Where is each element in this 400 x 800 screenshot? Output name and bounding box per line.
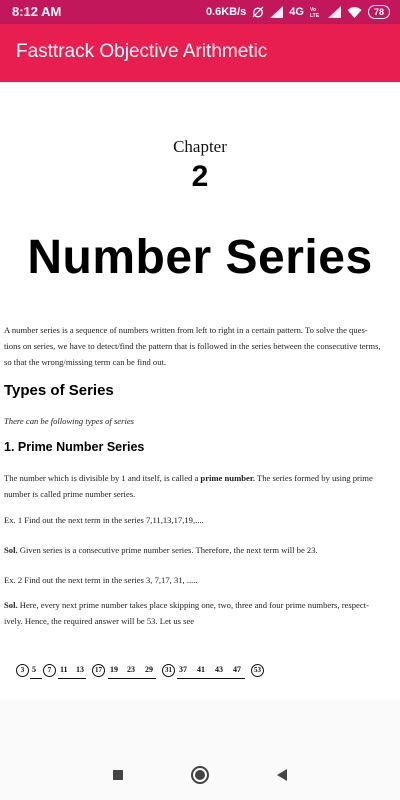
seq-term: 47 <box>233 665 241 674</box>
sol-1-label: Sol. <box>4 545 18 555</box>
wifi-icon <box>347 6 362 18</box>
document-page[interactable] <box>0 82 400 700</box>
signal-icon-2 <box>328 6 341 18</box>
seq-term: 13 <box>76 665 84 674</box>
sol-2-line-2: ively. Hence, the required answer will be 53. Let us see <box>4 616 195 626</box>
prime-def-part-2: The series formed by using prime <box>255 473 373 483</box>
app-title: Fasttrack Objective Arithmetic <box>16 41 268 62</box>
types-heading: Types of Series <box>4 382 114 399</box>
back-triangle-icon[interactable] <box>270 763 294 787</box>
seq-term-circled: 53 <box>251 664 264 677</box>
prime-heading: 1. Prime Number Series <box>4 440 145 454</box>
seq-term-circled: 7 <box>43 664 56 677</box>
volte-icon <box>310 6 322 18</box>
recents-square-icon[interactable] <box>106 763 130 787</box>
seq-term: 11 <box>60 665 68 674</box>
seq-term: 43 <box>215 665 223 674</box>
example-1: Ex. 1 Find out the next term in the series 7,11,13,17,19,.... <box>4 515 204 525</box>
status-bar <box>0 0 400 24</box>
sol-2-label: Sol. <box>4 600 18 610</box>
chapter-number: 2 <box>191 160 209 193</box>
seq-term: 41 <box>197 665 205 674</box>
seq-term-circled: 3 <box>16 664 29 677</box>
seq-term-circled: 31 <box>162 664 175 677</box>
intro-line-2: tions on series, we have to detect/find the pattern that is followed in the series between the consecutive terms, <box>4 341 381 351</box>
alarm-off-icon <box>252 6 264 18</box>
intro-paragraph <box>4 322 397 370</box>
skip-underline-3 <box>108 678 156 679</box>
seq-term: 29 <box>145 665 153 674</box>
chapter-label: Chapter <box>173 137 227 156</box>
home-circle-icon[interactable] <box>188 763 212 787</box>
prime-definition <box>4 470 397 502</box>
seq-term: 19 <box>110 665 118 674</box>
solution-2 <box>4 597 397 629</box>
sol-1-text: Given series is a consecutive prime number series. Therefore, the next term will be 23. <box>17 545 318 555</box>
battery-indicator: 78 <box>368 5 390 19</box>
skip-underline-2 <box>58 678 86 679</box>
prime-def-line-2: number is called prime number series. <box>4 489 136 499</box>
sol-2-line-1: Here, every next prime number takes place skipping one, two, three and four prime numbers, respect- <box>17 600 369 610</box>
signal-icon <box>270 6 283 18</box>
svg-text:Vo: Vo <box>309 7 317 13</box>
seq-term: 23 <box>127 665 135 674</box>
skip-underline-1 <box>30 678 42 679</box>
skip-underline-4 <box>177 678 245 679</box>
intro-line-3: so that the wrong/missing term can be find out. <box>4 357 167 367</box>
network-type: 4G <box>289 6 304 18</box>
chapter-title: Number Series <box>27 231 373 284</box>
prime-def-part-1: The number which is divisible by 1 and itself, is called a <box>4 473 201 483</box>
seq-term-circled: 17 <box>92 664 105 677</box>
intro-line-1: A number series is a sequence of numbers written from left to right in a certain pattern. To solve the ques- <box>4 325 368 335</box>
status-icons <box>206 3 390 21</box>
blank-area <box>0 700 400 750</box>
app-bar <box>0 24 400 82</box>
types-intro: There can be following types of series <box>4 416 135 426</box>
seq-term: 37 <box>179 665 187 674</box>
prime-def-bold: prime number. <box>200 473 256 483</box>
seq-term: 5 <box>32 665 36 674</box>
svg-text:LTE: LTE <box>309 13 320 18</box>
example-2: Ex. 2 Find out the next term in the series 3, 7,17, 31, ..... <box>4 575 198 585</box>
solution-1 <box>4 542 397 558</box>
status-time: 8:12 AM <box>12 4 62 19</box>
net-speed: 0.6KB/s <box>205 6 247 18</box>
navigation-bar <box>0 750 400 800</box>
